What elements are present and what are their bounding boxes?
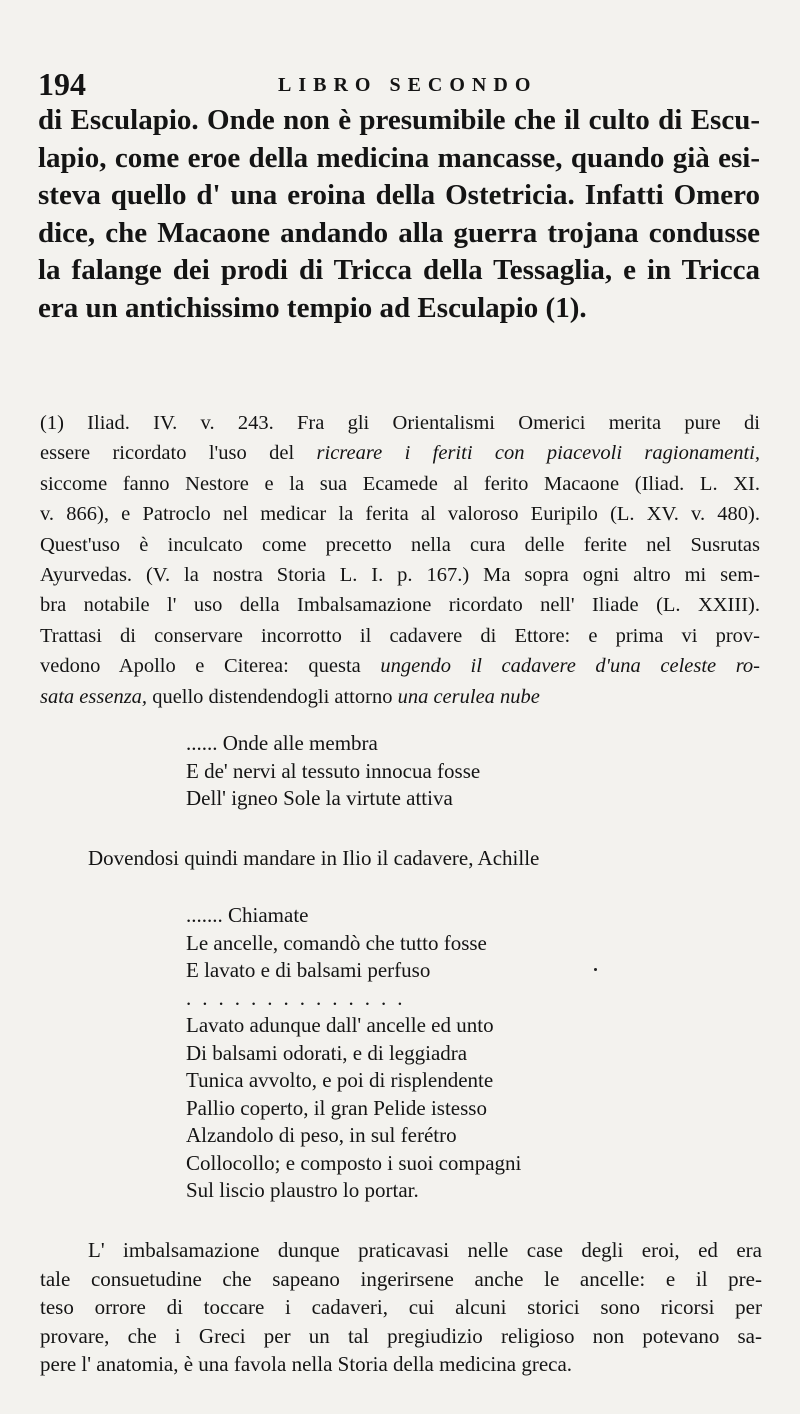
- main-text-line: dice, che Macaone andando alla guerra trojana condusse: [38, 216, 760, 249]
- verse-line: E de' nervi al tessuto innocua fosse: [186, 758, 481, 783]
- page-number: 194: [38, 66, 86, 102]
- main-text-line: steva quello d' una eroina della Ostetricia. Infatti Omero: [38, 179, 760, 211]
- footnote-line: [40, 438, 760, 468]
- verse-line: Le ancelle, comandò che tutto fosse: [186, 930, 487, 955]
- footnote-line: v. 866), e Patroclo nel medicar la ferita al valoroso Euripilo (L. XV. v. 480).: [40, 503, 760, 526]
- paragraph-line: L' imbalsamazione dunque praticavasi nelle case degli eroi, ed era: [88, 1238, 762, 1262]
- footnote: [40, 408, 760, 712]
- verse-line: Sul liscio plaustro lo portar.: [186, 1178, 419, 1202]
- footnote-line: [40, 651, 760, 681]
- main-text: [38, 102, 760, 327]
- verse-line: E lavato e di balsami perfuso: [186, 958, 431, 982]
- paragraph-line: provare, che i Greci per un tal pregiudizio religioso non potevano sa-: [40, 1323, 762, 1348]
- closing-paragraph: [40, 1236, 762, 1379]
- footnote-italic: ungendo il cadavere d'una celeste ro-: [380, 655, 760, 678]
- verse-line: Collocollo; e composto i suoi compagni: [186, 1150, 522, 1175]
- footnote-text: essere ricordato l'uso del: [40, 442, 317, 465]
- running-head: LIBRO SECONDO: [278, 74, 538, 96]
- footnote-italic: una cerulea nube: [397, 685, 540, 708]
- footnote-line: (1) Iliad. IV. v. 243. Fra gli Orientalismi Omerici merita pure di: [40, 412, 760, 434]
- verse-line: Lavato adunque dall' ancelle ed unto: [186, 1013, 494, 1037]
- verse-line: ....... Chiamate: [186, 903, 309, 927]
- footnote-italic: ricreare i feriti con piacevoli ragionamenti,: [316, 442, 760, 465]
- main-text-line: la falange dei prodi di Tricca della Tessaglia, e in Tricca: [38, 254, 760, 286]
- footnote-text: vedono Apollo e Citerea: questa: [40, 655, 381, 678]
- ellipsis-row: ..............: [186, 985, 414, 1010]
- main-text-line: lapio, come eroe della medicina mancasse, quando già esi-: [38, 141, 760, 174]
- verse-quotation-2: [186, 902, 521, 1205]
- verse-line: Pallio coperto, il gran Pelide istesso: [186, 1095, 487, 1120]
- paragraph-line: pere l' anatomia, è una favola nella Storia della medicina greca.: [40, 1352, 573, 1377]
- footnote-line: Trattasi di conservare incorrotto il cadavere di Ettore: e prima vi prov-: [40, 624, 760, 647]
- verse-line: Alzandolo di peso, in sul ferétro: [186, 1123, 457, 1147]
- verse-line: Dell' igneo Sole la virtute attiva: [186, 786, 453, 810]
- footnote-line: siccome fanno Nestore e la sua Ecamede al ferito Macaone (Iliad. L. XI.: [40, 472, 760, 495]
- footnote-text: quello distendendogli attorno: [147, 685, 398, 708]
- verse-quotation-1: [186, 730, 480, 813]
- footnote-line: Quest'uso è inculcato come precetto nella cura delle ferite nel Susrutas: [40, 533, 760, 556]
- main-text-line: di Esculapio. Onde non è presumibile che il culto di Escu-: [38, 104, 760, 136]
- verse-line: Di balsami odorati, e di leggiadra: [186, 1040, 468, 1065]
- prose-line: Dovendosi quindi mandare in Ilio il cadavere, Achille: [88, 846, 540, 870]
- paragraph-line: teso orrore di toccare i cadaveri, cui alcuni storici sono ricorsi per: [40, 1295, 762, 1320]
- footnote-line: Ayurvedas. (V. la nostra Storia L. I. p. 167.) Ma sopra ogni altro mi sem-: [40, 564, 760, 587]
- footnote-line: bra notabile l' uso della Imbalsamazione ricordato nell' Iliade (L. XXIII).: [40, 594, 760, 617]
- footnote-italic: sata essenza,: [40, 685, 148, 708]
- paragraph-line: tale consuetudine che sapeano ingerirsene anche le ancelle: e il pre-: [40, 1266, 762, 1291]
- verse-line: ...... Onde alle membra: [186, 731, 378, 755]
- main-text-line: era un antichissimo tempio ad Esculapio (1).: [38, 291, 587, 324]
- ink-speck: [594, 968, 597, 971]
- footnote-line: [40, 682, 760, 712]
- page-header: [38, 66, 758, 106]
- verse-line: Tunica avvolto, e poi di risplendente: [186, 1068, 494, 1092]
